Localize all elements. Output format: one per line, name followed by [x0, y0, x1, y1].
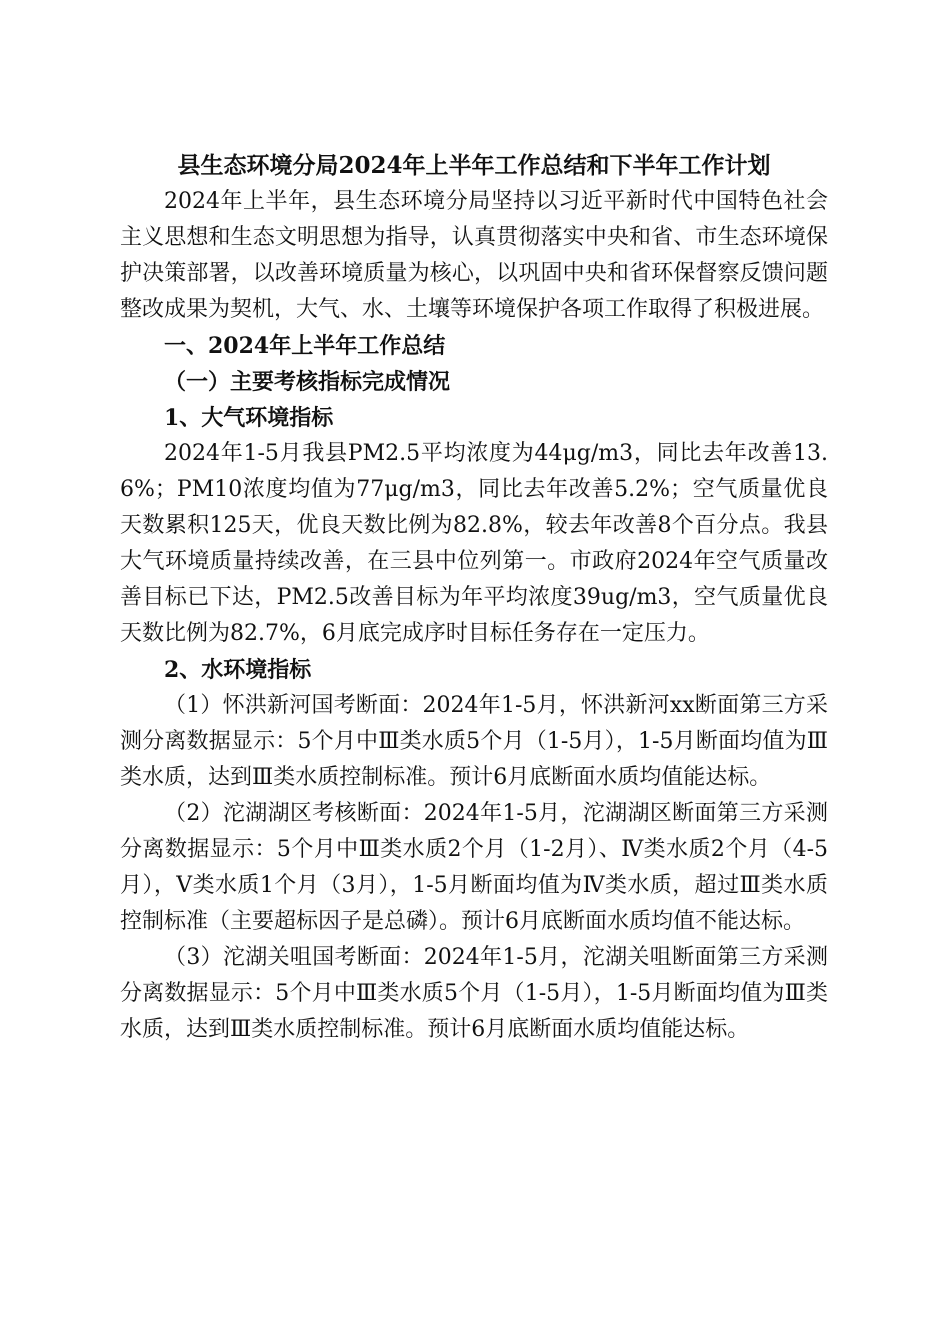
- water-paragraph-2: （2）沱湖湖区考核断面：2024年1-5月，沱湖湖区断面第三方采测分离数据显示：5个月中Ⅲ类水质2个月（1-2月）、Ⅳ类水质2个月（4-5月），Ⅴ类水质1个月（3月），1-5月断面均值为Ⅳ类水质，超过Ⅲ类水质控制标准（主要超标因子是总磷）。预计6月底断面水质均值不能达标。: [120, 801, 828, 934]
- water-paragraph-1: （1）怀洪新河国考断面：2024年1-5月，怀洪新河xx断面第三方采测分离数据显示：5个月中Ⅲ类水质5个月（1-5月），1-5月断面均值为Ⅲ类水质，达到Ⅲ类水质控制标准。预计6月底断面水质均值能达标。: [120, 693, 828, 790]
- document-title: 县生态环境分局2024年上半年工作总结和下半年工作计划: [177, 152, 771, 179]
- water-paragraph-3: （3）沱湖关咀国考断面：2024年1-5月，沱湖关咀断面第三方采测分离数据显示：5个月中Ⅲ类水质5个月（1-5月），1-5月断面均值为Ⅲ类水质，达到Ⅲ类水质控制标准。预计6月底断面水质均值能达标。: [120, 945, 828, 1042]
- subsection-heading-1: （一）主要考核指标完成情况: [164, 369, 451, 395]
- document-page: [120, 148, 828, 1048]
- air-indicator-paragraph: 2024年1-5月我县PM2.5平均浓度为44μg/m3，同比去年改善13.6%；PM10浓度均值为77μg/m3，同比去年改善5.2%；空气质量优良天数累积125天，优良天数比例为82.8%，较去年改善8个百分点。我县大气环境质量持续改善，在三县中位列第一。市政府2024年空气质量改善目标已下达，PM2.5改善目标为年平均浓度39ug/m3，空气质量优良天数比例为82.7%，6月底完成序时目标任务存在一定压力。: [120, 441, 828, 646]
- section-heading-1: 一、2024年上半年工作总结: [164, 333, 446, 359]
- item-heading-water: 2、水环境指标: [164, 657, 312, 683]
- intro-paragraph: 2024年上半年，县生态环境分局坚持以习近平新时代中国特色社会主义思想和生态文明思想为指导，认真贯彻落实中央和省、市生态环境保护决策部署，以改善环境质量为核心，以巩固中央和省环保督察反馈问题整改成果为契机，大气、水、土壤等环境保护各项工作取得了积极进展。: [120, 189, 828, 322]
- item-heading-air: 1、大气环境指标: [164, 405, 334, 431]
